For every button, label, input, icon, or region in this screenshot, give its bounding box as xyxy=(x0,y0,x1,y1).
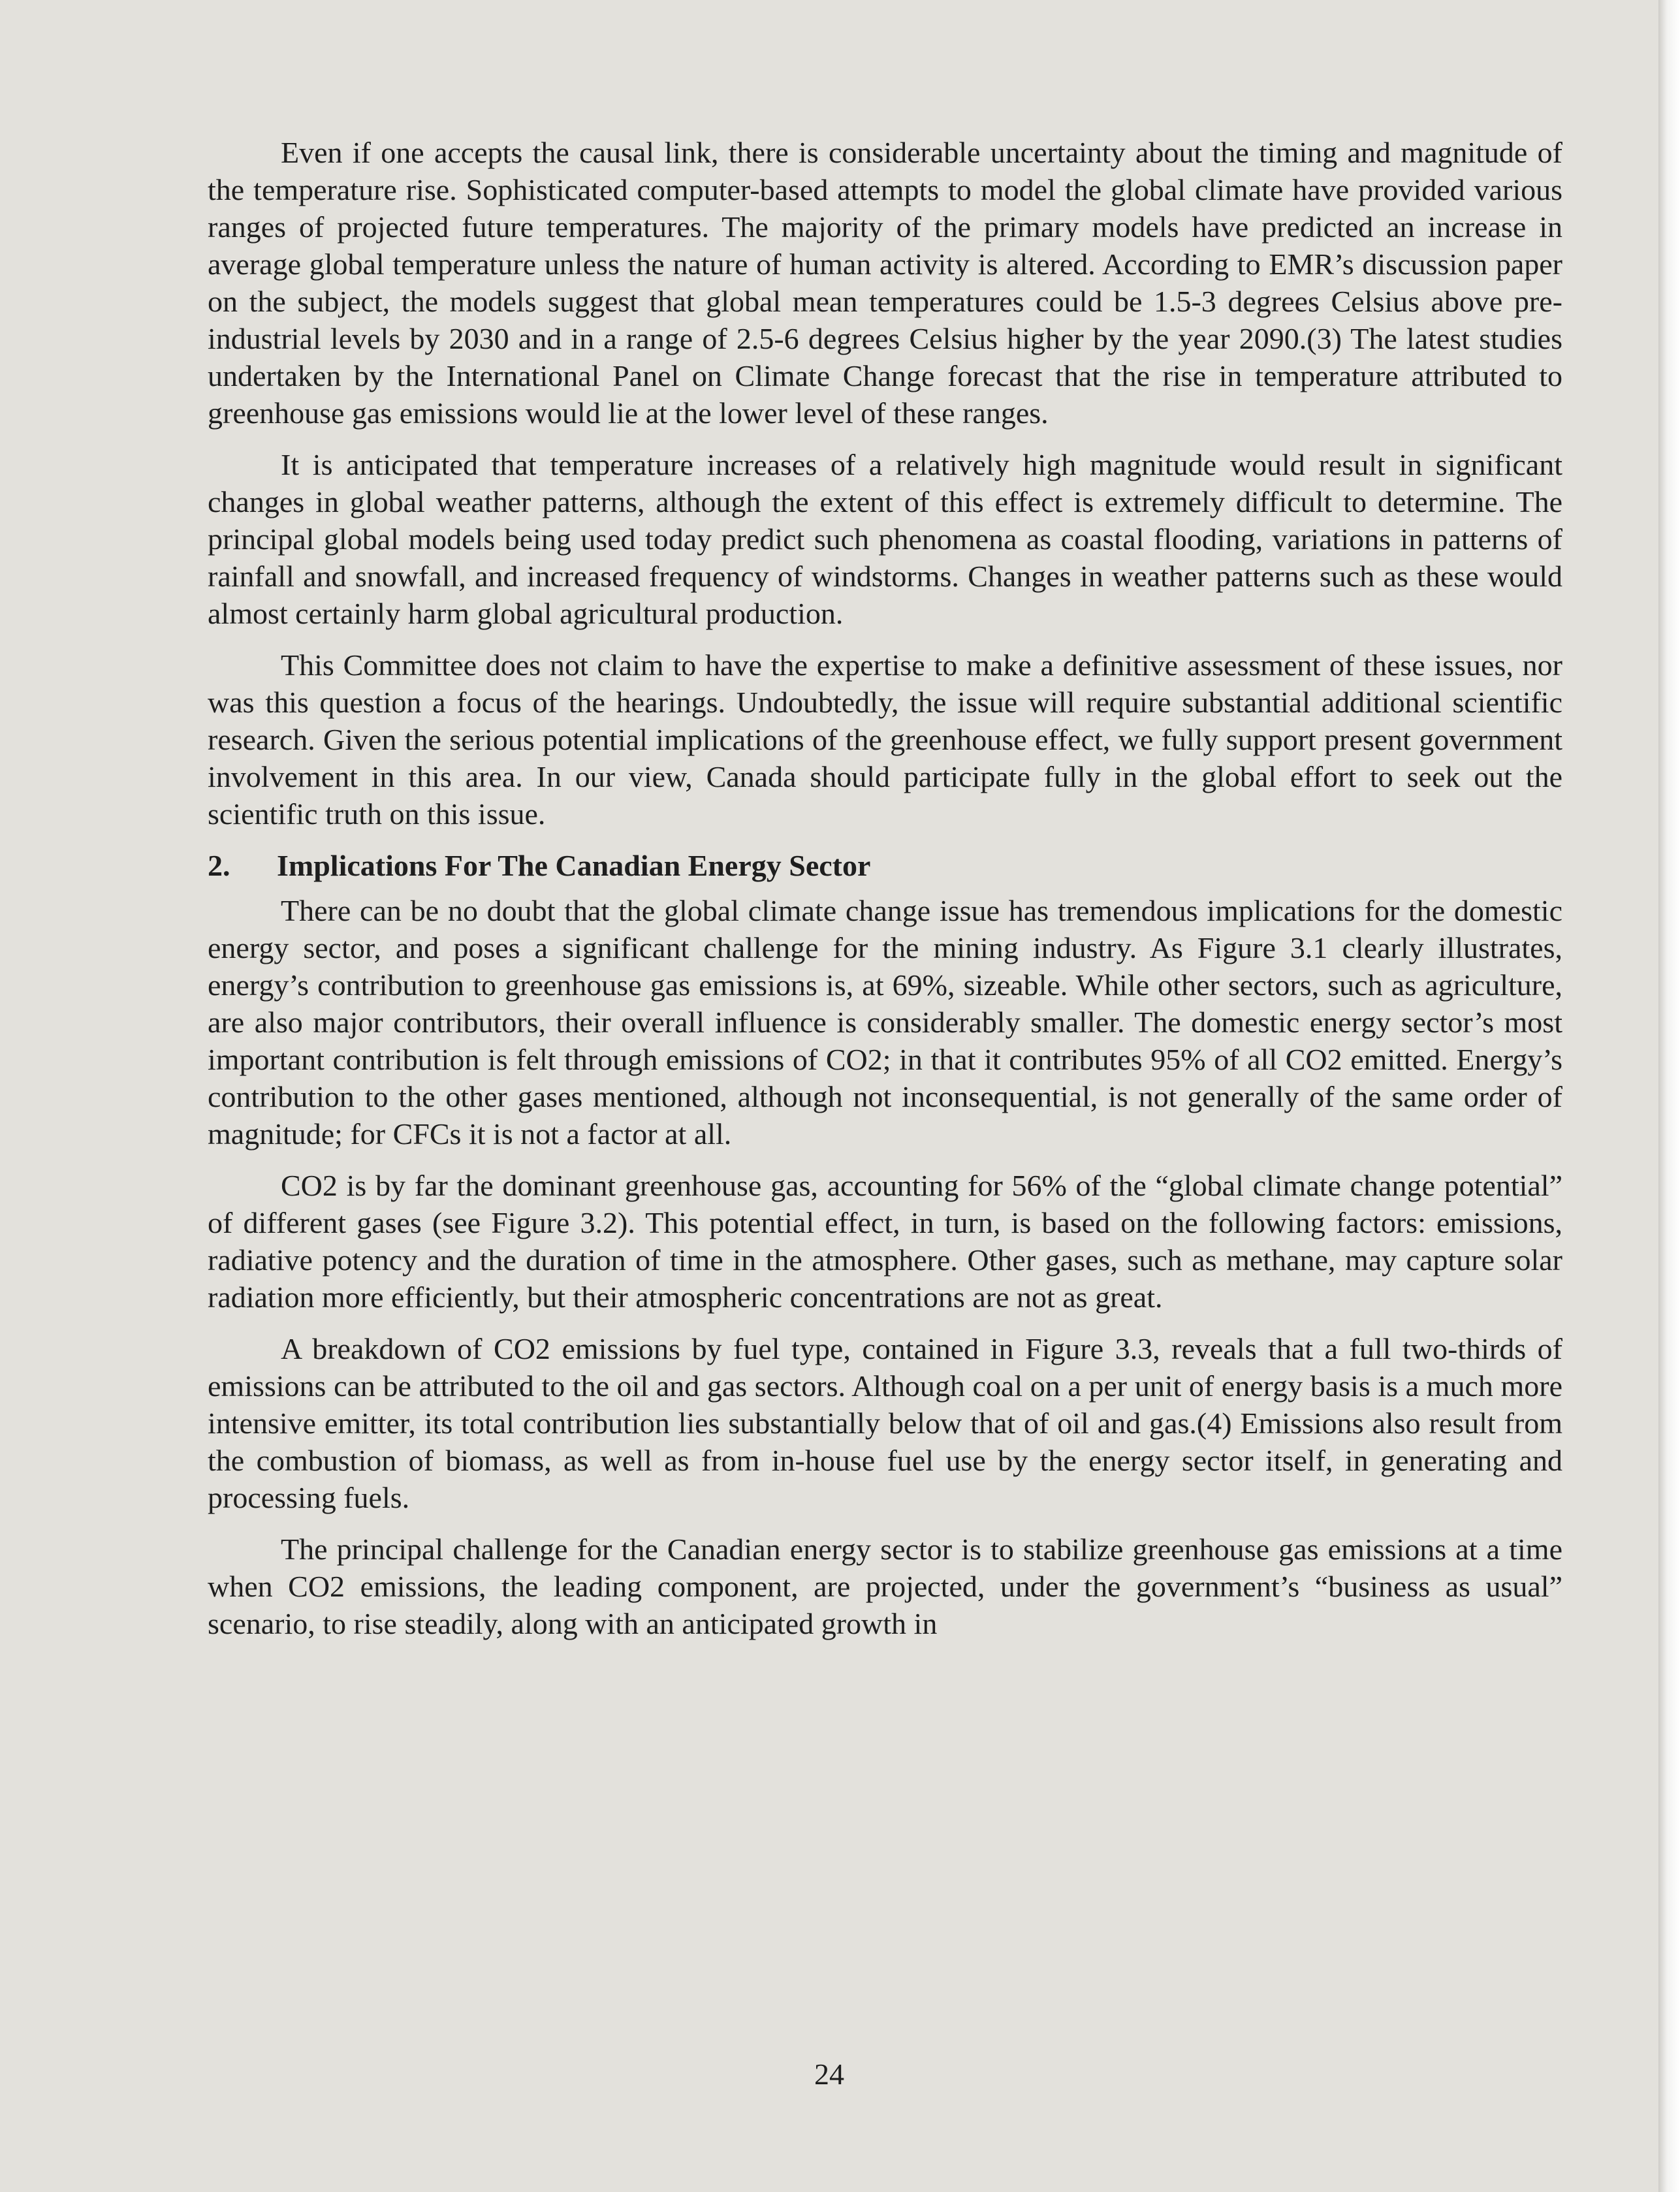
section-heading xyxy=(208,847,1562,884)
section-number: 2. xyxy=(208,849,230,882)
paragraph: This Committee does not claim to have the expertise to make a definitive assessment of these issues, nor was this question a focus of the hearings. Undoubtedly, the issue will require substantial additional scientific research. Given the serious potential implications of the greenhouse effect, we fully support present government involvement in this area. In our view, Canada should participate fully in the global effort to seek out the scientific truth on this issue. xyxy=(208,648,1562,831)
paragraph: The principal challenge for the Canadian energy sector is to stabilize greenhouse gas emissions at a time when CO2 emissions, the leading component, are projected, under the government’s “business as usual” scenario, to rise steadily, along with an anticipated growth in xyxy=(208,1533,1562,1640)
paragraph: Even if one accepts the causal link, there is considerable uncertainty about the timing and magnitude of the temperature rise. Sophisticated computer-based attempts to model the global climate have provided various ranges of projected future temperatures. The majority of the primary models have predicted an increase in average global temperature unless the nature of human activity is altered. According to EMR’s discussion paper on the subject, the models suggest that global mean temperatures could be 1.5-3 degrees Celsius above pre-industrial levels by 2030 and in a range of 2.5-6 degrees Celsius higher by the year 2090.(3) The latest studies undertaken by the International Panel on Climate Change forecast that the rise in temperature attributed to greenhouse gas emissions would lie at the lower level of these ranges. xyxy=(208,136,1562,430)
paragraph: It is anticipated that temperature increases of a relatively high magnitude would result in significant changes in global weather patterns, although the extent of this effect is extremely difficult to determine. The principal global models being used today predict such phenomena as coastal flooding, variations in patterns of rainfall and snowfall, and increased frequency of windstorms. Changes in weather patterns such as these would almost certainly harm global agricultural production. xyxy=(208,448,1562,630)
page-edge xyxy=(1658,0,1680,2192)
paragraph: A breakdown of CO2 emissions by fuel type, contained in Figure 3.3, reveals that a full two-thirds of emissions can be attributed to the oil and gas sectors. Although coal on a per unit of energy basis is a much more intensive emitter, its total contribution lies substantially below that of oil and gas.(4) Emissions also result from the combustion of biomass, as well as from in-house fuel use by the energy sector itself, in generating and processing fuels. xyxy=(208,1332,1562,1514)
section-title: Implications For The Canadian Energy Sector xyxy=(277,849,871,882)
paragraph: There can be no doubt that the global climate change issue has tremendous implications for the domestic energy sector, and poses a significant challenge for the mining industry. As Figure 3.1 clearly illustrates, energy’s contribution to greenhouse gas emissions is, at 69%, sizeable. While other sectors, such as agriculture, are also major contributors, their overall influence is considerably smaller. The domestic energy sector’s most important contribution is felt through emissions of CO2; in that it contributes 95% of all CO2 emitted. Energy’s contribution to the other gases mentioned, although not inconsequential, is not generally of the same order of magnitude; for CFCs it is not a factor at all. xyxy=(208,894,1562,1151)
paragraph: CO2 is by far the dominant greenhouse gas, accounting for 56% of the “global climate change potential” of different gases (see Figure 3.2). This potential effect, in turn, is based on the following factors: emissions, radiative potency and the duration of time in the atmosphere. Other gases, such as methane, may capture solar radiation more efficiently, but their atmospheric concentrations are not as great. xyxy=(208,1169,1562,1314)
page-number: 24 xyxy=(814,2057,844,2091)
page-body xyxy=(208,134,1562,1657)
